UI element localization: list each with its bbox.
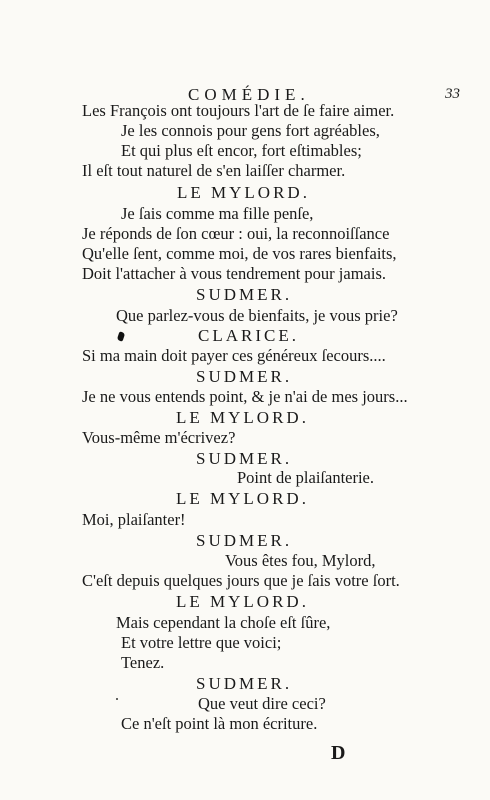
speaker-name: LE MYLORD. bbox=[177, 183, 310, 202]
page-number: 33 bbox=[445, 86, 460, 102]
verse-line: Vous êtes fou, Mylord, bbox=[225, 551, 376, 570]
verse-line: Je ne vous entends point, & je n'ai de mes jours... bbox=[82, 387, 408, 406]
verse-line: Qu'elle ſent, comme moi, de vos rares bienfaits, bbox=[82, 244, 397, 263]
verse-line: Moi, plaiſanter! bbox=[82, 510, 186, 529]
verse-line: Je ſais comme ma fille penſe, bbox=[121, 204, 314, 223]
speaker-name: SUDMER. bbox=[196, 285, 293, 304]
verse-line: Et votre lettre que voici; bbox=[121, 633, 282, 652]
verse-line: Tenez. bbox=[121, 653, 165, 672]
verse-line: Que veut dire ceci? bbox=[198, 694, 326, 713]
speaker-name: SUDMER. bbox=[196, 367, 293, 386]
verse-line: Je réponds de ſon cœur : oui, la reconnoiſſance bbox=[82, 224, 390, 243]
verse-line: Mais cependant la choſe eſt ſûre, bbox=[116, 613, 331, 632]
speaker-name: SUDMER. bbox=[196, 449, 293, 468]
verse-line: Si ma main doit payer ces généreux ſecours.... bbox=[82, 346, 386, 365]
signature-mark: D bbox=[331, 742, 346, 764]
verse-line: Je les connois pour gens fort agréables, bbox=[121, 121, 380, 140]
verse-line: Ce n'eſt point là mon écriture. bbox=[121, 714, 318, 733]
ink-speck bbox=[116, 698, 118, 700]
verse-line: Vous-même m'écrivez? bbox=[82, 428, 236, 447]
speaker-name: CLARICE. bbox=[198, 326, 299, 345]
verse-line: Et qui plus eſt encor, fort eſtimables; bbox=[121, 141, 362, 160]
ink-blot bbox=[117, 331, 125, 341]
verse-line: Il eſt tout naturel de s'en laiſſer charmer. bbox=[82, 161, 346, 180]
running-head: COMÉDIE. bbox=[188, 85, 310, 104]
verse-line: Doit l'attacher à vous tendrement pour jamais. bbox=[82, 264, 387, 283]
verse-line: Les François ont toujours l'art de ſe faire aimer. bbox=[82, 101, 395, 120]
speaker-name: LE MYLORD. bbox=[176, 408, 309, 427]
speaker-name: SUDMER. bbox=[196, 674, 293, 693]
speaker-name: SUDMER. bbox=[196, 531, 293, 550]
verse-line: Point de plaiſanterie. bbox=[237, 468, 375, 487]
speaker-name: LE MYLORD. bbox=[176, 592, 309, 611]
verse-line: C'eſt depuis quelques jours que je ſais votre ſort. bbox=[82, 571, 400, 590]
verse-line: Que parlez-vous de bienfaits, je vous prie? bbox=[116, 306, 398, 325]
speaker-name: LE MYLORD. bbox=[176, 489, 309, 508]
